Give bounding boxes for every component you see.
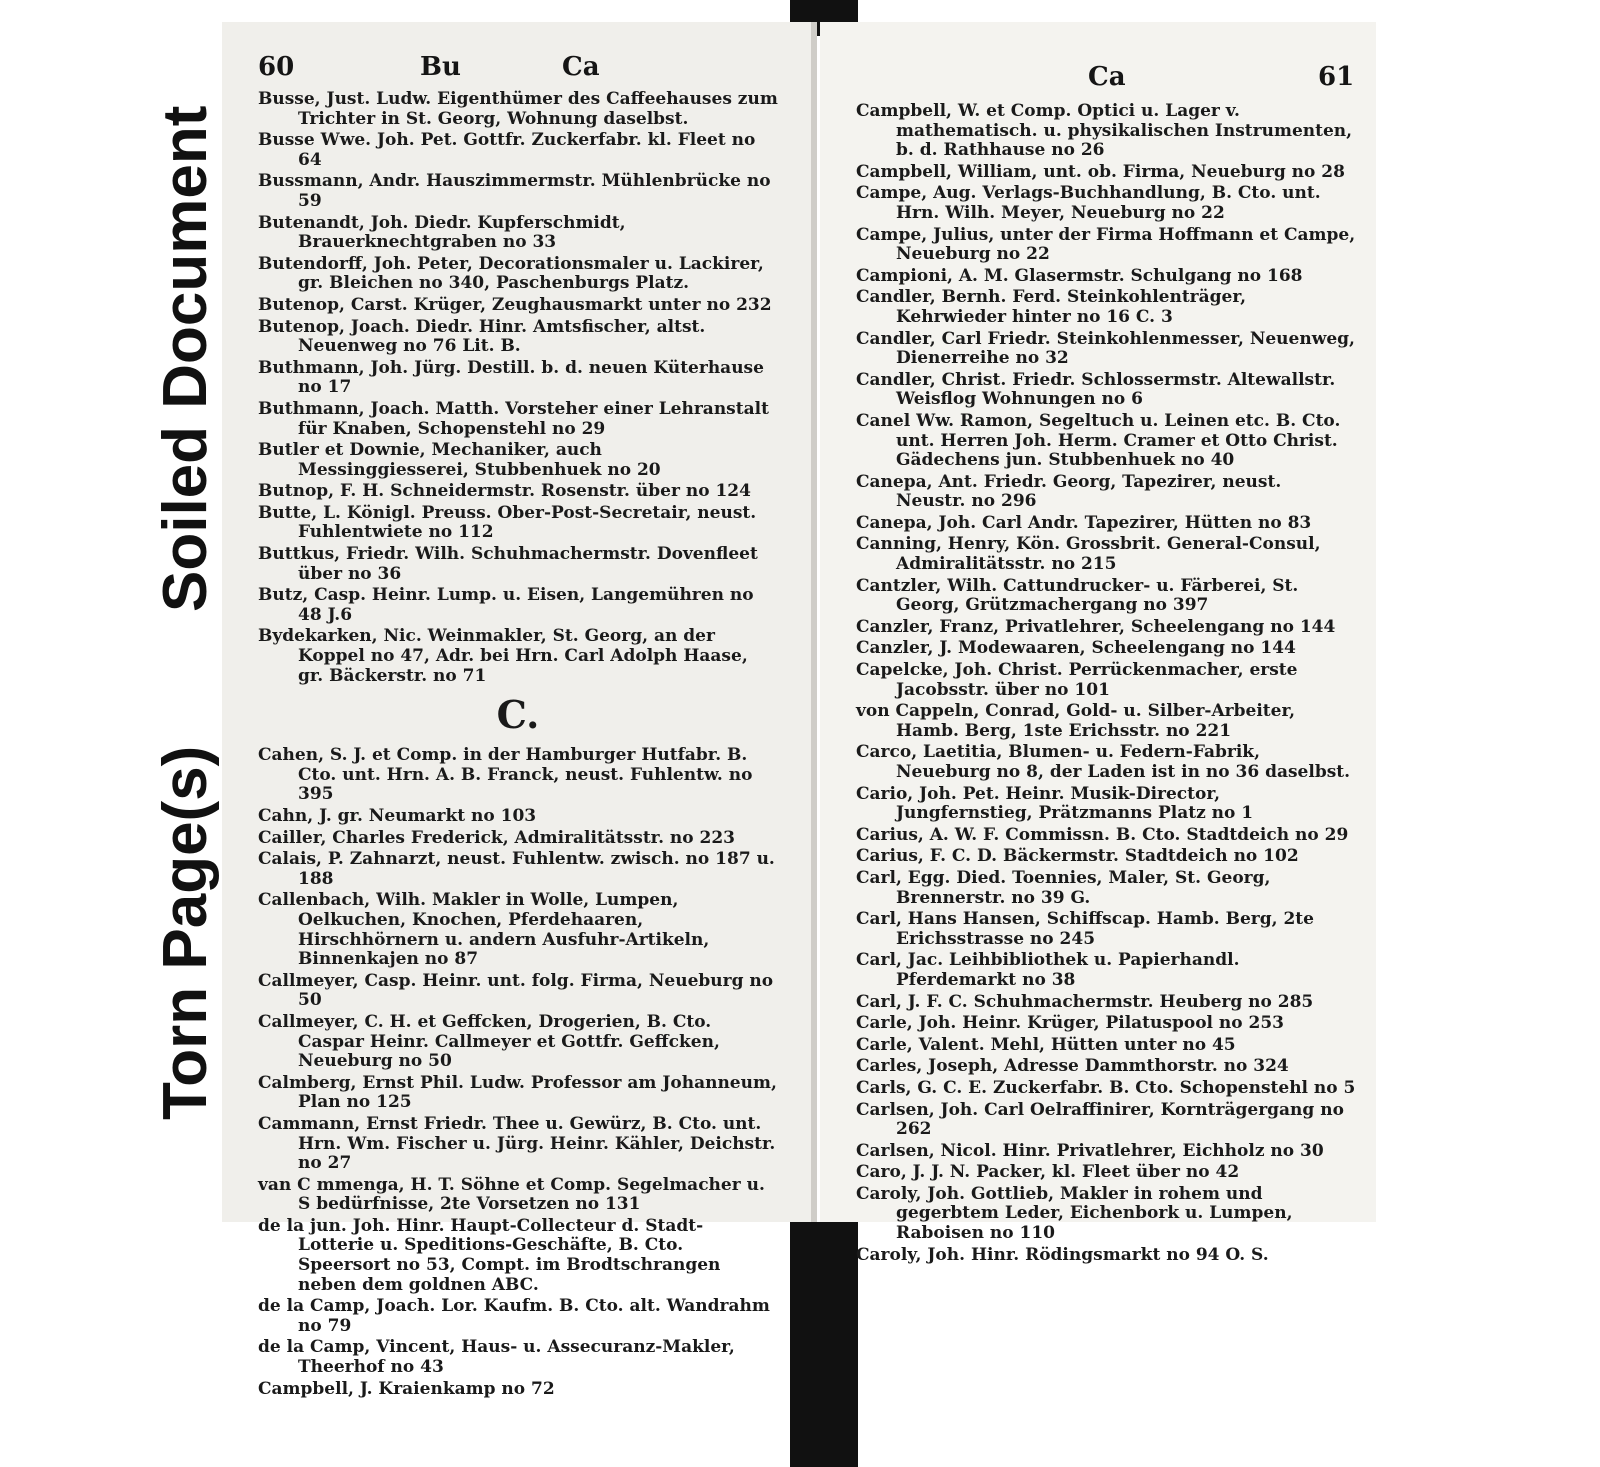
- directory-entry: de la jun. Joh. Hinr. Haupt-Collecteur d. Stadt-Lotterie u. Speditions-Geschäfte, B. Cto. Speersort no 53, Compt. im Brodtschrangen neben dem goldnen ABC.: [258, 1215, 721, 1295]
- directory-entry: Carius, A. W. F. Commissn. B. Cto. Stadtdeich no 29: [856, 824, 1349, 845]
- directory-entry: Cahen, S. J. et Comp. in der Hamburger Hutfabr. B. Cto. unt. Hrn. A. B. Franck, neust. Fuhlentw. no 395: [258, 745, 753, 805]
- directory-entry: Carl, J. F. C. Schuhmachermstr. Heuberg no 285: [856, 991, 1314, 1012]
- directory-entry: von Cappeln, Conrad, Gold- u. Silber-Arbeiter, Hamb. Berg, 1ste Erichsstr. no 221: [856, 701, 1296, 741]
- directory-entry: Butler et Downie, Mechaniker, auch Messinggiesserei, Stubbenhuek no 20: [258, 440, 661, 480]
- directory-entry: van C mmenga, H. T. Söhne et Comp. Segelmacher u. S bedürfnisse, 2te Vorsetzen no 131: [258, 1174, 765, 1215]
- directory-entry: Campe, Aug. Verlags-Buchhandlung, B. Cto. unt. Hrn. Wilh. Meyer, Neueburg no 22: [856, 183, 1321, 223]
- entries-right: [856, 102, 1356, 1267]
- directory-entry: Canepa, Joh. Carl Andr. Tapezirer, Hütten no 83: [856, 512, 1312, 533]
- directory-entry: Candler, Christ. Friedr. Schlossermstr. Altewallstr. Weisflog Wohnungen no 6: [856, 369, 1336, 410]
- directory-entry: Carle, Joh. Heinr. Krüger, Pilatuspool no 253: [856, 1013, 1285, 1034]
- directory-entry: Carl, Egg. Died. Toennies, Maler, St. Georg, Brennerstr. no 39 G.: [856, 867, 1271, 908]
- entries-before-heading: [258, 90, 778, 686]
- directory-entry: Bydekarken, Nic. Weinmakler, St. Georg, an der Koppel no 47, Adr. bei Hrn. Carl Adolph Haase, gr. Bäckerstr. no 71: [258, 626, 748, 686]
- directory-entry: Campbell, W. et Comp. Optici u. Lager v. mathematisch. u. physikalischen Instrumenten, b. d. Rathhause no 26: [856, 101, 1353, 161]
- directory-entry: Candler, Carl Friedr. Steinkohlenmesser, Neuenweg, Dienerreihe no 32: [856, 328, 1355, 369]
- directory-entry: Capelcke, Joh. Christ. Perrückenmacher, erste Jacobsstr. über no 101: [856, 660, 1298, 700]
- directory-entry: Buthmann, Joh. Jürg. Destill. b. d. neuen Küterhause no 17: [258, 357, 764, 398]
- directory-entry: Busse Wwe. Joh. Pet. Gottfr. Zuckerfabr. kl. Fleet no 64: [258, 130, 756, 170]
- directory-entry: Callmeyer, Casp. Heinr. unt. folg. Firma, Neueburg no 50: [258, 970, 774, 1011]
- directory-entry: Carco, Laetitia, Blumen- u. Federn-Fabrik, Neueburg no 8, der Laden ist in no 36 daselbst.: [856, 742, 1351, 782]
- directory-entry: Candler, Bernh. Ferd. Steinkohlenträger, Kehrwieder hinter no 16 C. 3: [856, 287, 1246, 327]
- running-head-left: Bu: [420, 52, 461, 82]
- directory-entry: Canzler, Franz, Privatlehrer, Scheelengang no 144: [856, 616, 1336, 637]
- running-head-right: Ca: [1088, 62, 1126, 92]
- directory-entry: Callenbach, Wilh. Makler in Wolle, Lumpen, Oelkuchen, Knochen, Pferdehaaren, Hirschhörnern u. andern Ausfuhr-Artikeln, Binnenkajen no 87: [258, 890, 710, 970]
- directory-entry: Butenandt, Joh. Diedr. Kupferschmidt, Brauerknechtgraben no 33: [258, 212, 626, 253]
- directory-entry: Caroly, Joh. Hinr. Rödingsmarkt no 94 O. S.: [856, 1244, 1269, 1265]
- directory-entry: Carlsen, Joh. Carl Oelraffinirer, Kornträgergang no 262: [856, 1099, 1344, 1140]
- directory-entry: Buttkus, Friedr. Wilh. Schuhmachermstr. Dovenfleet über no 36: [258, 544, 758, 584]
- running-head-left-right: Ca: [562, 52, 600, 82]
- directory-entry: Calmberg, Ernst Phil. Ludw. Professor am Johanneum, Plan no 125: [258, 1072, 777, 1113]
- directory-entry: Cantzler, Wilh. Cattundrucker- u. Färberei, St. Georg, Grützmachergang no 397: [856, 575, 1299, 616]
- directory-entry: Callmeyer, C. H. et Geffcken, Drogerien, B. Cto. Caspar Heinr. Callmeyer et Gottfr. Geffcken, Neueburg no 50: [258, 1011, 720, 1072]
- page-number-left: 60: [258, 52, 295, 82]
- directory-entry: Butte, L. Königl. Preuss. Ober-Post-Secretair, neust. Fuhlentwiete no 112: [258, 502, 757, 543]
- directory-entry: Busse, Just. Ludw. Eigenthümer des Caffeehauses zum Trichter in St. Georg, Wohnung daselbst.: [258, 89, 778, 129]
- page-gutter: [811, 22, 817, 1222]
- stamp-column: [120, 80, 230, 1140]
- section-heading: C.: [496, 692, 540, 738]
- directory-entry: Carl, Hans Hansen, Schiffscap. Hamb. Berg, 2te Erichsstrasse no 245: [856, 909, 1314, 949]
- directory-entry: Carius, F. C. D. Bäckermstr. Stadtdeich no 102: [856, 846, 1299, 867]
- directory-entry: Cailler, Charles Frederick, Admiralitätsstr. no 223: [258, 827, 736, 848]
- directory-entry: Caroly, Joh. Gottlieb, Makler in rohem und gegerbtem Leder, Eichenbork u. Lumpen, Raboisen no 110: [856, 1183, 1293, 1244]
- directory-entry: Canel Ww. Ramon, Segeltuch u. Leinen etc. B. Cto. unt. Herren Joh. Herm. Cramer et Otto Christ. Gädechens jun. Stubbenhuek no 40: [856, 410, 1341, 471]
- directory-entry: Cahn, J. gr. Neumarkt no 103: [258, 806, 537, 826]
- directory-entry: Buthmann, Joach. Matth. Vorsteher einer Lehranstalt für Knaben, Schopenstehl no 29: [258, 398, 769, 439]
- directory-entry: Carlsen, Nicol. Hinr. Privatlehrer, Eichholz no 30: [856, 1140, 1324, 1161]
- directory-entry: de la Camp, Vincent, Haus- u. Assecuranz-Makler, Theerhof no 43: [258, 1337, 735, 1378]
- directory-entry: Bussmann, Andr. Hauszimmermstr. Mühlenbrücke no 59: [258, 171, 771, 211]
- entries-after-heading: [258, 746, 778, 1399]
- directory-entry: Carls, G. C. E. Zuckerfabr. B. Cto. Schopenstehl no 5: [856, 1077, 1356, 1098]
- directory-entry: Cammann, Ernst Friedr. Thee u. Gewürz, B. Cto. unt. Hrn. Wm. Fischer u. Jürg. Heinr. Kähler, Deichstr. no 27: [258, 1113, 776, 1174]
- directory-entry: Campbell, J. Kraienkamp no 72: [258, 1378, 555, 1399]
- directory-entry: Butz, Casp. Heinr. Lump. u. Eisen, Langemühren no 48 J.6: [258, 585, 754, 625]
- directory-entry: Butendorff, Joh. Peter, Decorationsmaler u. Lackirer, gr. Bleichen no 340, Paschenburgs Platz.: [258, 253, 764, 294]
- soiled-document-stamp: Soiled Document: [151, 105, 220, 612]
- directory-entry: Canning, Henry, Kön. Grossbrit. General-Consul, Admiralitätsstr. no 215: [856, 534, 1321, 575]
- directory-entry: Campbell, William, unt. ob. Firma, Neueburg no 28: [856, 161, 1345, 182]
- directory-entry: de la Camp, Joach. Lor. Kaufm. B. Cto. alt. Wandrahm no 79: [258, 1296, 770, 1336]
- directory-entry: Carles, Joseph, Adresse Dammthorstr. no 324: [856, 1056, 1289, 1077]
- directory-entry: Butnop, F. H. Schneidermstr. Rosenstr. über no 124: [258, 481, 751, 502]
- entries-left: [258, 90, 778, 1401]
- left-page: [222, 22, 816, 1399]
- page-number-right: 61: [1318, 62, 1355, 92]
- spine-bar-bottom: [790, 1222, 858, 1467]
- directory-entry: Canzler, J. Modewaaren, Scheelengang no 144: [856, 638, 1296, 659]
- directory-entry: Carl, Jac. Leihbibliothek u. Papierhandl. Pferdemarkt no 38: [856, 950, 1240, 990]
- directory-entry: Canepa, Ant. Friedr. Georg, Tapezirer, neust. Neustr. no 296: [856, 471, 1282, 512]
- directory-entry: Caro, J. J. N. Packer, kl. Fleet über no 42: [856, 1162, 1240, 1183]
- directory-entry: Campe, Julius, unter der Firma Hoffmann et Campe, Neueburg no 22: [856, 224, 1356, 265]
- directory-entry: Campioni, A. M. Glasermstr. Schulgang no 168: [856, 265, 1303, 286]
- directory-entry: Butenop, Joach. Diedr. Hinr. Amtsfischer, altst. Neuenweg no 76 Lit. B.: [258, 316, 706, 357]
- directory-entry: Cario, Joh. Pet. Heinr. Musik-Director, Jungfernstieg, Prätzmanns Platz no 1: [856, 783, 1254, 824]
- directory-entry: Calais, P. Zahnarzt, neust. Fuhlentw. zwisch. no 187 u. 188: [258, 849, 775, 889]
- directory-entry: Butenop, Carst. Krüger, Zeughausmarkt unter no 232: [258, 294, 772, 315]
- directory-entry: Carle, Valent. Mehl, Hütten unter no 45: [856, 1034, 1236, 1055]
- right-page: [820, 22, 1376, 1265]
- torn-pages-stamp: Torn Page(s): [151, 745, 220, 1120]
